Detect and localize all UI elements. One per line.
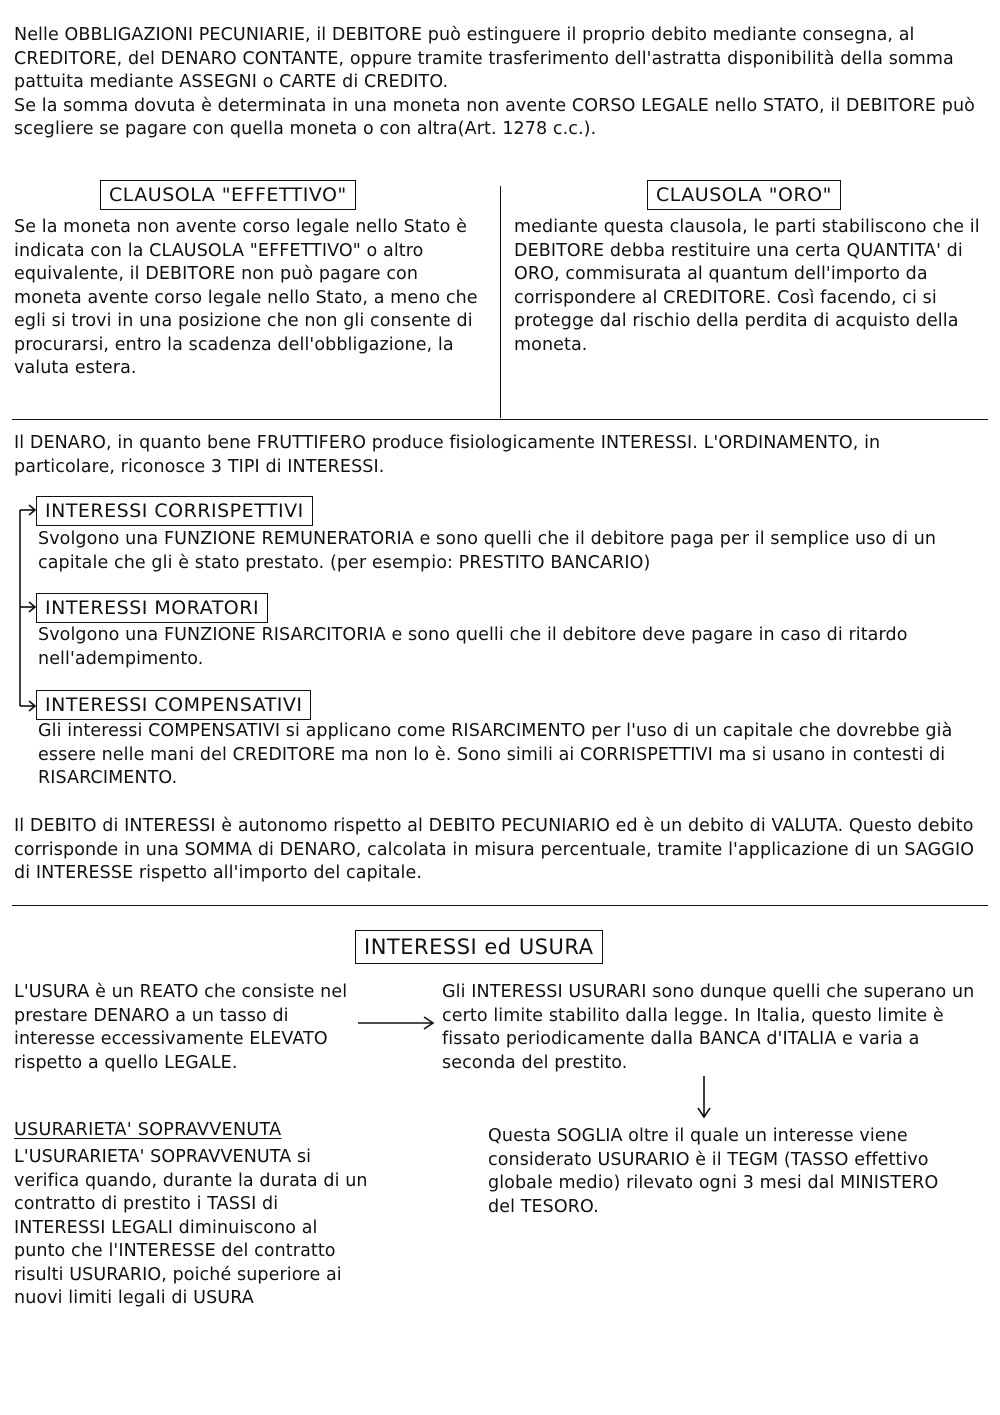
- intro-paragraph-2: Se la somma dovuta è determinata in una moneta non avente CORSO LEGALE nello STATO, il DEBITORE può scegliere se pagare con quella moneta o con altra(Art. 1278 c.c.).: [14, 95, 975, 139]
- section-divider-1: [12, 419, 988, 420]
- interessi-usurari-text: Gli INTERESSI USURARI sono dunque quelli che superano un certo limite stabilito dalla legge. In Italia, questo limite è fissato periodicamente dalla BANCA d'ITALIA e varia a seconda del prestito.: [442, 982, 975, 1073]
- intro-paragraph-1: Nelle OBBLIGAZIONI PECUNIARIE, il DEBITORE può estinguere il proprio debito mediante consegna, al CREDITORE, del DENARO CONTANTE, oppure tramite trasferimento dell'astratta disponibilità della somma pattuita mediante ASSEGNI o CARTE di CREDITO.: [14, 25, 954, 92]
- intro-section: [14, 24, 982, 142]
- arrow-right-icon: [358, 1013, 438, 1033]
- clausola-effettivo-text: Se la moneta non avente corso legale nello Stato è indicata con la CLAUSOLA "EFFETTIVO" o altro equivalente, il DEBITORE non può pagare con moneta avente corso legale nello Stato, a meno che egli si trovi in una posizione che non gli consente di procurarsi, entro la scadenza dell'obbligazione, la valuta estera.: [14, 217, 478, 378]
- usurarieta-sopravvenuta-text: L'USURARIETA' SOPRAVVENUTA si verifica quando, durante la durata di un contratto di prestito i TASSI di INTERESSI LEGALI diminuiscono al punto che l'INTERESSE del contratto risulti USURARIO, poiché superiore ai nuovi limiti legali di USURA: [14, 1147, 368, 1308]
- clausole-divider: [500, 186, 501, 418]
- interessi-compensativi-text: Gli interessi COMPENSATIVI si applicano come RISARCIMENTO per l'uso di un capitale che dovrebbe già essere nelle mani del CREDITORE ma non lo è. Sono simili ai CORRISPETTIVI ma si usano in contesti di RISARCIMENTO.: [38, 721, 953, 788]
- interessi-corrispettivi-text: Svolgono una FUNZIONE REMUNERATORIA e sono quelli che il debitore paga per il semplice uso di un capitale che gli è stato prestato. (per esempio: PRESTITO BANCARIO): [38, 529, 937, 573]
- usura-definition: L'USURA è un REATO che consiste nel prestare DENARO a un tasso di interesse eccessivamente ELEVATO rispetto a quello LEGALE.: [14, 982, 348, 1073]
- usurarieta-sopravvenuta-title: USURARIETA' SOPRAVVENUTA: [14, 1120, 282, 1140]
- arrow-down-icon: [694, 1076, 714, 1126]
- denaro-text: Il DENARO, in quanto bene FRUTTIFERO produce fisiologicamente INTERESSI. L'ORDINAMENTO, in particolare, riconosce 3 TIPI di INTERESSI.: [14, 433, 881, 477]
- section-divider-2: [12, 905, 988, 906]
- clausola-oro-title: CLAUSOLA "ORO": [647, 180, 841, 210]
- interessi-moratori-text: Svolgono una FUNZIONE RISARCITORIA e sono quelli che il debitore deve pagare in caso di ritardo nell'adempimento.: [38, 625, 908, 669]
- interessi-corrispettivi-title: INTERESSI CORRISPETTIVI: [36, 496, 313, 526]
- clausola-effettivo-title: CLAUSOLA "EFFETTIVO": [100, 180, 356, 210]
- usura-title: INTERESSI ed USURA: [355, 930, 603, 964]
- soglia-tegm-text: Questa SOGLIA oltre il quale un interesse viene considerato USURARIO è il TEGM (TASSO effettivo globale medio) rilevato ogni 3 mesi dal MINISTERO del TESORO.: [488, 1126, 939, 1217]
- interessi-compensativi-title: INTERESSI COMPENSATIVI: [36, 690, 311, 720]
- interessi-moratori-title: INTERESSI MORATORI: [36, 593, 268, 623]
- clausola-oro-text: mediante questa clausola, le parti stabiliscono che il DEBITORE debba restituire una certa QUANTITA' di ORO, commisurata al quantum dell'importo da corrispondere al CREDITORE. Così facendo, ci si protegge dal rischio della perdita di acquisto della moneta.: [514, 217, 980, 355]
- debito-interessi-text: Il DEBITO di INTERESSI è autonomo rispetto al DEBITO PECUNIARIO ed è un debito di VALUTA. Questo debito corrisponde in una SOMMA di DENARO, calcolata in misura percentuale, tramite l'applicazione di un SAGGIO di INTERESSE rispetto all'importo del capitale.: [14, 816, 975, 883]
